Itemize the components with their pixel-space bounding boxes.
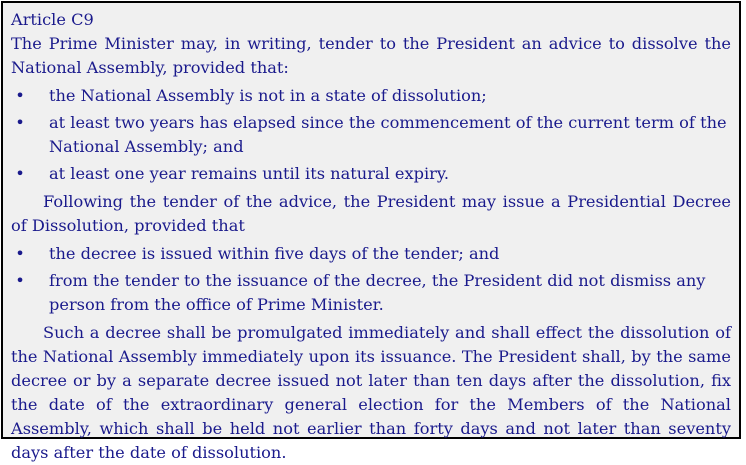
condition-text: at least one year remains until its natural expiry. [49, 164, 450, 183]
list-item [11, 242, 731, 266]
decree-intro: Following the tender of the advice, the President may issue a Presidential Decree of Dissolution, provided that [11, 192, 731, 235]
decree-condition-text: the decree is issued within five days of the tender; and [49, 244, 500, 263]
closing-paragraph: Such a decree shall be promulgated immediately and shall effect the dissolution of the National Assembly immediately upon its issuance. The President shall, by the same decree or by a separate decree issued not later than ten days after the dissolution, fix the date of the extraordinary general election for the Members of the National Assembly, which shall be held not earlier than forty days and not later than seventy days after the date of dissolution. [11, 323, 731, 462]
decree-conditions-list [11, 242, 731, 317]
article-intro: The Prime Minister may, in writing, tender to the President an advice to dissolve the National Assembly, provided that: [11, 34, 731, 77]
bullet-icon: • [15, 271, 25, 290]
list-item [11, 111, 731, 159]
list-item [11, 162, 731, 186]
decree-condition-text: from the tender to the issuance of the decree, the President did not dismiss any person from the office of Prime Minister. [49, 271, 706, 314]
bullet-icon: • [15, 113, 25, 132]
bullet-icon: • [15, 164, 25, 183]
conditions-list [11, 84, 731, 186]
list-item [11, 84, 731, 108]
article-title: Article C9 [11, 10, 94, 29]
bullet-icon: • [15, 244, 25, 263]
bullet-icon: • [15, 86, 25, 105]
condition-text: the National Assembly is not in a state of dissolution; [49, 86, 487, 105]
list-item [11, 269, 731, 317]
condition-text: at least two years has elapsed since the commencement of the current term of the National Assembly; and [49, 113, 727, 156]
article-box [1, 1, 741, 462]
